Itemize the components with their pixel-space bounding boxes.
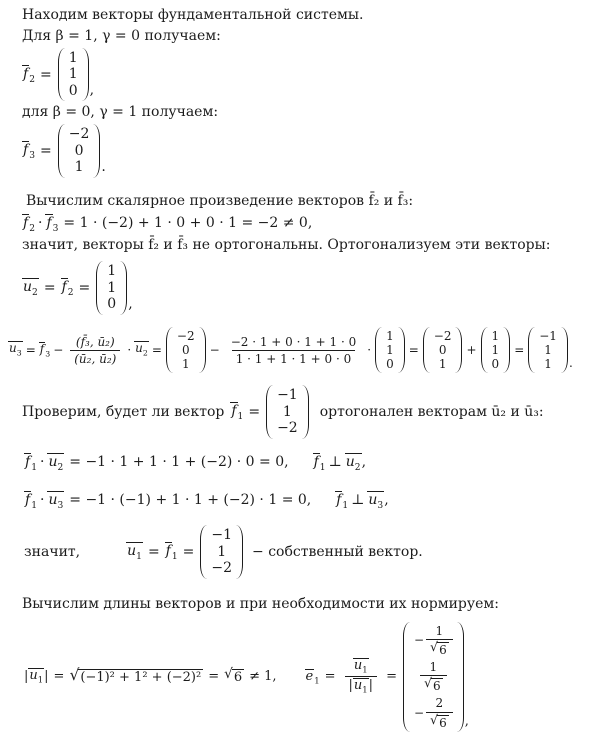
- vector-entry: 0: [107, 296, 117, 313]
- perpendicular-sign: ⊥: [351, 492, 365, 509]
- f3-symbol: $f_3$: [39, 341, 51, 359]
- vector-entry: 1: [544, 343, 552, 358]
- paren-left: [375, 327, 382, 373]
- sqrt-six: √ 6: [224, 665, 243, 685]
- vector-entry: 1: [181, 357, 190, 372]
- orthogonality-rhs: = −1 · (−1) + 1 · 1 + (−2) · 1 = 0,: [69, 492, 312, 509]
- vector-entry: 1: [107, 263, 117, 280]
- formula-f3-definition: [22, 124, 598, 178]
- check-text-post: ортогонален векторам ū₂ и ū₃:: [319, 404, 544, 421]
- sqrt-six: √ 6: [430, 711, 447, 730]
- vector-entry: 1: [68, 49, 78, 66]
- f1-symbol: $f_1$: [336, 492, 349, 511]
- paren-left: [200, 525, 207, 579]
- vector-entry: − 2 √ 6: [414, 696, 453, 729]
- formula-dot-product: [22, 214, 598, 234]
- vector-entry: 1: [217, 543, 227, 560]
- f1-symbol: $f_1$: [165, 543, 178, 563]
- check-orthogonality-row: [22, 385, 598, 439]
- f2-symbol: $f_2$: [61, 279, 74, 299]
- vector-entry: 1: [74, 159, 84, 176]
- vector-entry: 0: [74, 142, 84, 159]
- orthogonality-rhs: = −1 · 1 + 1 · 1 + (−2) · 0 = 0,: [69, 453, 289, 470]
- abs-bar: |: [368, 678, 374, 694]
- comma: ,: [89, 82, 95, 99]
- not-equal-one: ≠ 1,: [249, 669, 277, 685]
- abs-bar: |: [24, 669, 29, 685]
- vector-entry: 1: [544, 357, 552, 372]
- computed-fraction: $\frac{-2 \cdot 1 + 0 \cdot 1 + 1 \cdot 0}{1 \cdot 1 + 1 \cdot 1 + 0 \cdot 0}$: [230, 334, 357, 366]
- paren-left: [266, 385, 273, 439]
- f2-symbol: $f_2$: [23, 65, 35, 85]
- vector-entry: −2: [277, 420, 298, 437]
- formula-u2-definition: [22, 261, 598, 315]
- dot-operator: ·: [39, 492, 45, 509]
- f1-symbol: $f_1$: [313, 453, 326, 473]
- paren-right: [199, 327, 206, 373]
- paren-right: [302, 385, 309, 439]
- projection-fraction: $\frac{\text{(f̄₃, ū₂)}}{\text{(ū₂, ū₂)}}$: [70, 335, 120, 366]
- column-vector-f3: [423, 327, 463, 373]
- equals-sign: =: [386, 669, 397, 685]
- orthogonality-check-2: [24, 491, 598, 511]
- column-vector-f2: [58, 48, 89, 102]
- normalization-row: [24, 622, 598, 732]
- sqrt-six: √ 6: [424, 675, 441, 694]
- normalize-intro-line: Вычислим длины векторов и при необходимости их нормируем:: [22, 595, 500, 612]
- vector-entry: 0: [491, 357, 500, 372]
- equals-sign: =: [324, 669, 336, 685]
- sqrt-six: √ 6: [430, 639, 447, 657]
- vector-entry: 0: [386, 357, 394, 372]
- equals-sign: =: [43, 280, 56, 297]
- u2-symbol: $u_2$: [345, 453, 361, 473]
- perpendicular-sign: ⊥: [328, 453, 342, 470]
- paren-right: [455, 327, 462, 373]
- equals-sign: =: [147, 544, 160, 561]
- u1-symbol: $u_1$: [353, 658, 368, 675]
- comma: ,: [464, 713, 469, 729]
- column-vector-f3: [166, 327, 206, 373]
- vector-entry: 0: [438, 343, 447, 358]
- vector-entry: 1: [438, 357, 447, 372]
- intro-line: Находим векторы фундаментальной системы.: [22, 7, 364, 23]
- e1-symbol: $e_1$: [305, 668, 320, 686]
- column-vector-f3: [58, 124, 101, 178]
- column-vector-u1: [200, 525, 243, 579]
- u2-symbol: $u_2$: [23, 278, 38, 298]
- u2-symbol: $u_2$: [135, 341, 148, 358]
- vector-entry: 1: [386, 328, 394, 343]
- column-vector-u2: [375, 327, 405, 373]
- vector-entry: 0: [68, 82, 78, 99]
- vector-entry: −1: [539, 328, 557, 343]
- f2-symbol: $f_2$: [23, 214, 35, 234]
- case2-line: для β = 0, γ = 1 получаем:: [22, 104, 219, 121]
- column-vector-e1: [403, 622, 464, 732]
- period: .: [101, 158, 106, 175]
- vector-entry: −2: [433, 328, 452, 343]
- period: .: [568, 356, 573, 371]
- dot-operator: ·: [127, 343, 132, 358]
- paren-left: [166, 327, 173, 373]
- equals-sign: =: [151, 343, 162, 358]
- column-vector-f1: [266, 385, 309, 439]
- u3-symbol: $u_3$: [9, 341, 22, 358]
- paren-left: [58, 124, 65, 178]
- vector-entry: −2: [176, 328, 195, 343]
- vector-entry: 1: [107, 279, 117, 296]
- column-vector-u2: [96, 261, 127, 315]
- f3-symbol: $f_3$: [23, 142, 35, 161]
- not-orthogonal-line: значит, векторы f̄₂ и f̄₃ не ортогональны. Ортогонализуем эти векторы:: [22, 237, 551, 254]
- paren-right: [457, 622, 464, 732]
- radical-sign: √: [224, 665, 233, 682]
- vector-entry: 0: [181, 343, 190, 358]
- equals-sign: =: [78, 280, 91, 297]
- u3-symbol: $u_3$: [368, 492, 384, 511]
- paren-right: [82, 48, 89, 102]
- equals-sign: =: [514, 343, 525, 358]
- paren-right: [93, 124, 100, 178]
- dot-operator: ·: [37, 214, 43, 231]
- formula-f2-definition: [22, 48, 598, 102]
- comma: ,: [361, 453, 367, 470]
- vector-entry: −2: [68, 126, 90, 143]
- equals-sign: =: [208, 669, 220, 685]
- minus-sign: −: [53, 343, 64, 358]
- paren-left: [423, 327, 430, 373]
- u1-symbol: $u_1$: [29, 668, 44, 685]
- paren-left: [96, 261, 103, 315]
- eigenvector-conclusion-row: [24, 525, 598, 579]
- equals-sign: =: [182, 544, 195, 561]
- equals-sign: =: [408, 343, 419, 358]
- comma: ,: [128, 295, 133, 312]
- vector-entry: −2: [211, 560, 233, 577]
- vector-entry: 1: [68, 66, 78, 83]
- vector-entry: 1 √ 6: [420, 660, 447, 693]
- equals-sign: =: [53, 669, 65, 685]
- u2-symbol: $u_2$: [48, 453, 64, 473]
- u1-symbol: $u_1$: [127, 543, 142, 562]
- paren-left: [528, 327, 535, 373]
- plus-sign: +: [466, 343, 477, 358]
- radicand: (−1)² + 1² + (−2)²: [80, 669, 202, 685]
- paren-right: [236, 525, 243, 579]
- vector-entry: 1: [282, 403, 292, 420]
- paren-right: [120, 261, 127, 315]
- vector-entry: 1: [491, 343, 500, 358]
- minus-sign: −: [209, 343, 220, 358]
- dot-product-rhs: = 1 · (−2) + 1 · 0 + 0 · 1 = −2 ≠ 0,: [63, 214, 313, 231]
- equals-sign: =: [248, 404, 261, 421]
- column-vector-u2: [481, 327, 511, 373]
- column-vector-u3-result: [528, 327, 568, 373]
- hence-text: значит,: [24, 544, 81, 561]
- paren-right: [398, 327, 405, 373]
- f1-symbol: $f_1$: [231, 403, 244, 423]
- equals-sign: =: [39, 66, 52, 83]
- equals-sign: =: [25, 343, 36, 358]
- dot-product-intro: Вычислим скалярное произведение векторов f̄₂ и f̄₃:: [26, 192, 414, 209]
- vector-entry: − 1 √ 6: [414, 624, 453, 657]
- orthogonality-check-1: [24, 453, 598, 473]
- paren-left: [58, 48, 65, 102]
- f1-symbol: $f_1$: [25, 492, 37, 511]
- u1-symbol: $u_1$: [353, 678, 368, 695]
- vector-entry: −1: [277, 387, 298, 404]
- formula-u3-orthogonalization: [8, 327, 598, 373]
- comma: ,: [384, 492, 389, 509]
- radical-sign: √: [69, 665, 80, 684]
- paren-right: [503, 327, 510, 373]
- abs-bar: |: [44, 669, 49, 685]
- vector-entry: 1: [386, 343, 394, 358]
- vector-entry: −1: [211, 527, 233, 544]
- f1-symbol: $f_1$: [25, 453, 37, 473]
- case1-line: Для β = 1, γ = 0 получаем:: [22, 27, 221, 44]
- normalization-fraction: [345, 658, 378, 696]
- sqrt-length: [69, 665, 203, 685]
- u3-symbol: $u_3$: [48, 492, 64, 511]
- f3-symbol: $f_3$: [46, 214, 59, 234]
- dot-operator: ·: [367, 343, 372, 358]
- dot-operator: ·: [39, 453, 45, 470]
- paren-left: [481, 327, 488, 373]
- abs-bar: |: [348, 678, 353, 694]
- eigenvector-text: − собственный вектор.: [252, 544, 423, 561]
- paren-left: [403, 622, 410, 732]
- vector-entry: 1: [491, 328, 500, 343]
- paren-right: [561, 327, 568, 373]
- equals-sign: =: [39, 142, 52, 159]
- check-text-pre: Проверим, будет ли вектор: [22, 404, 225, 421]
